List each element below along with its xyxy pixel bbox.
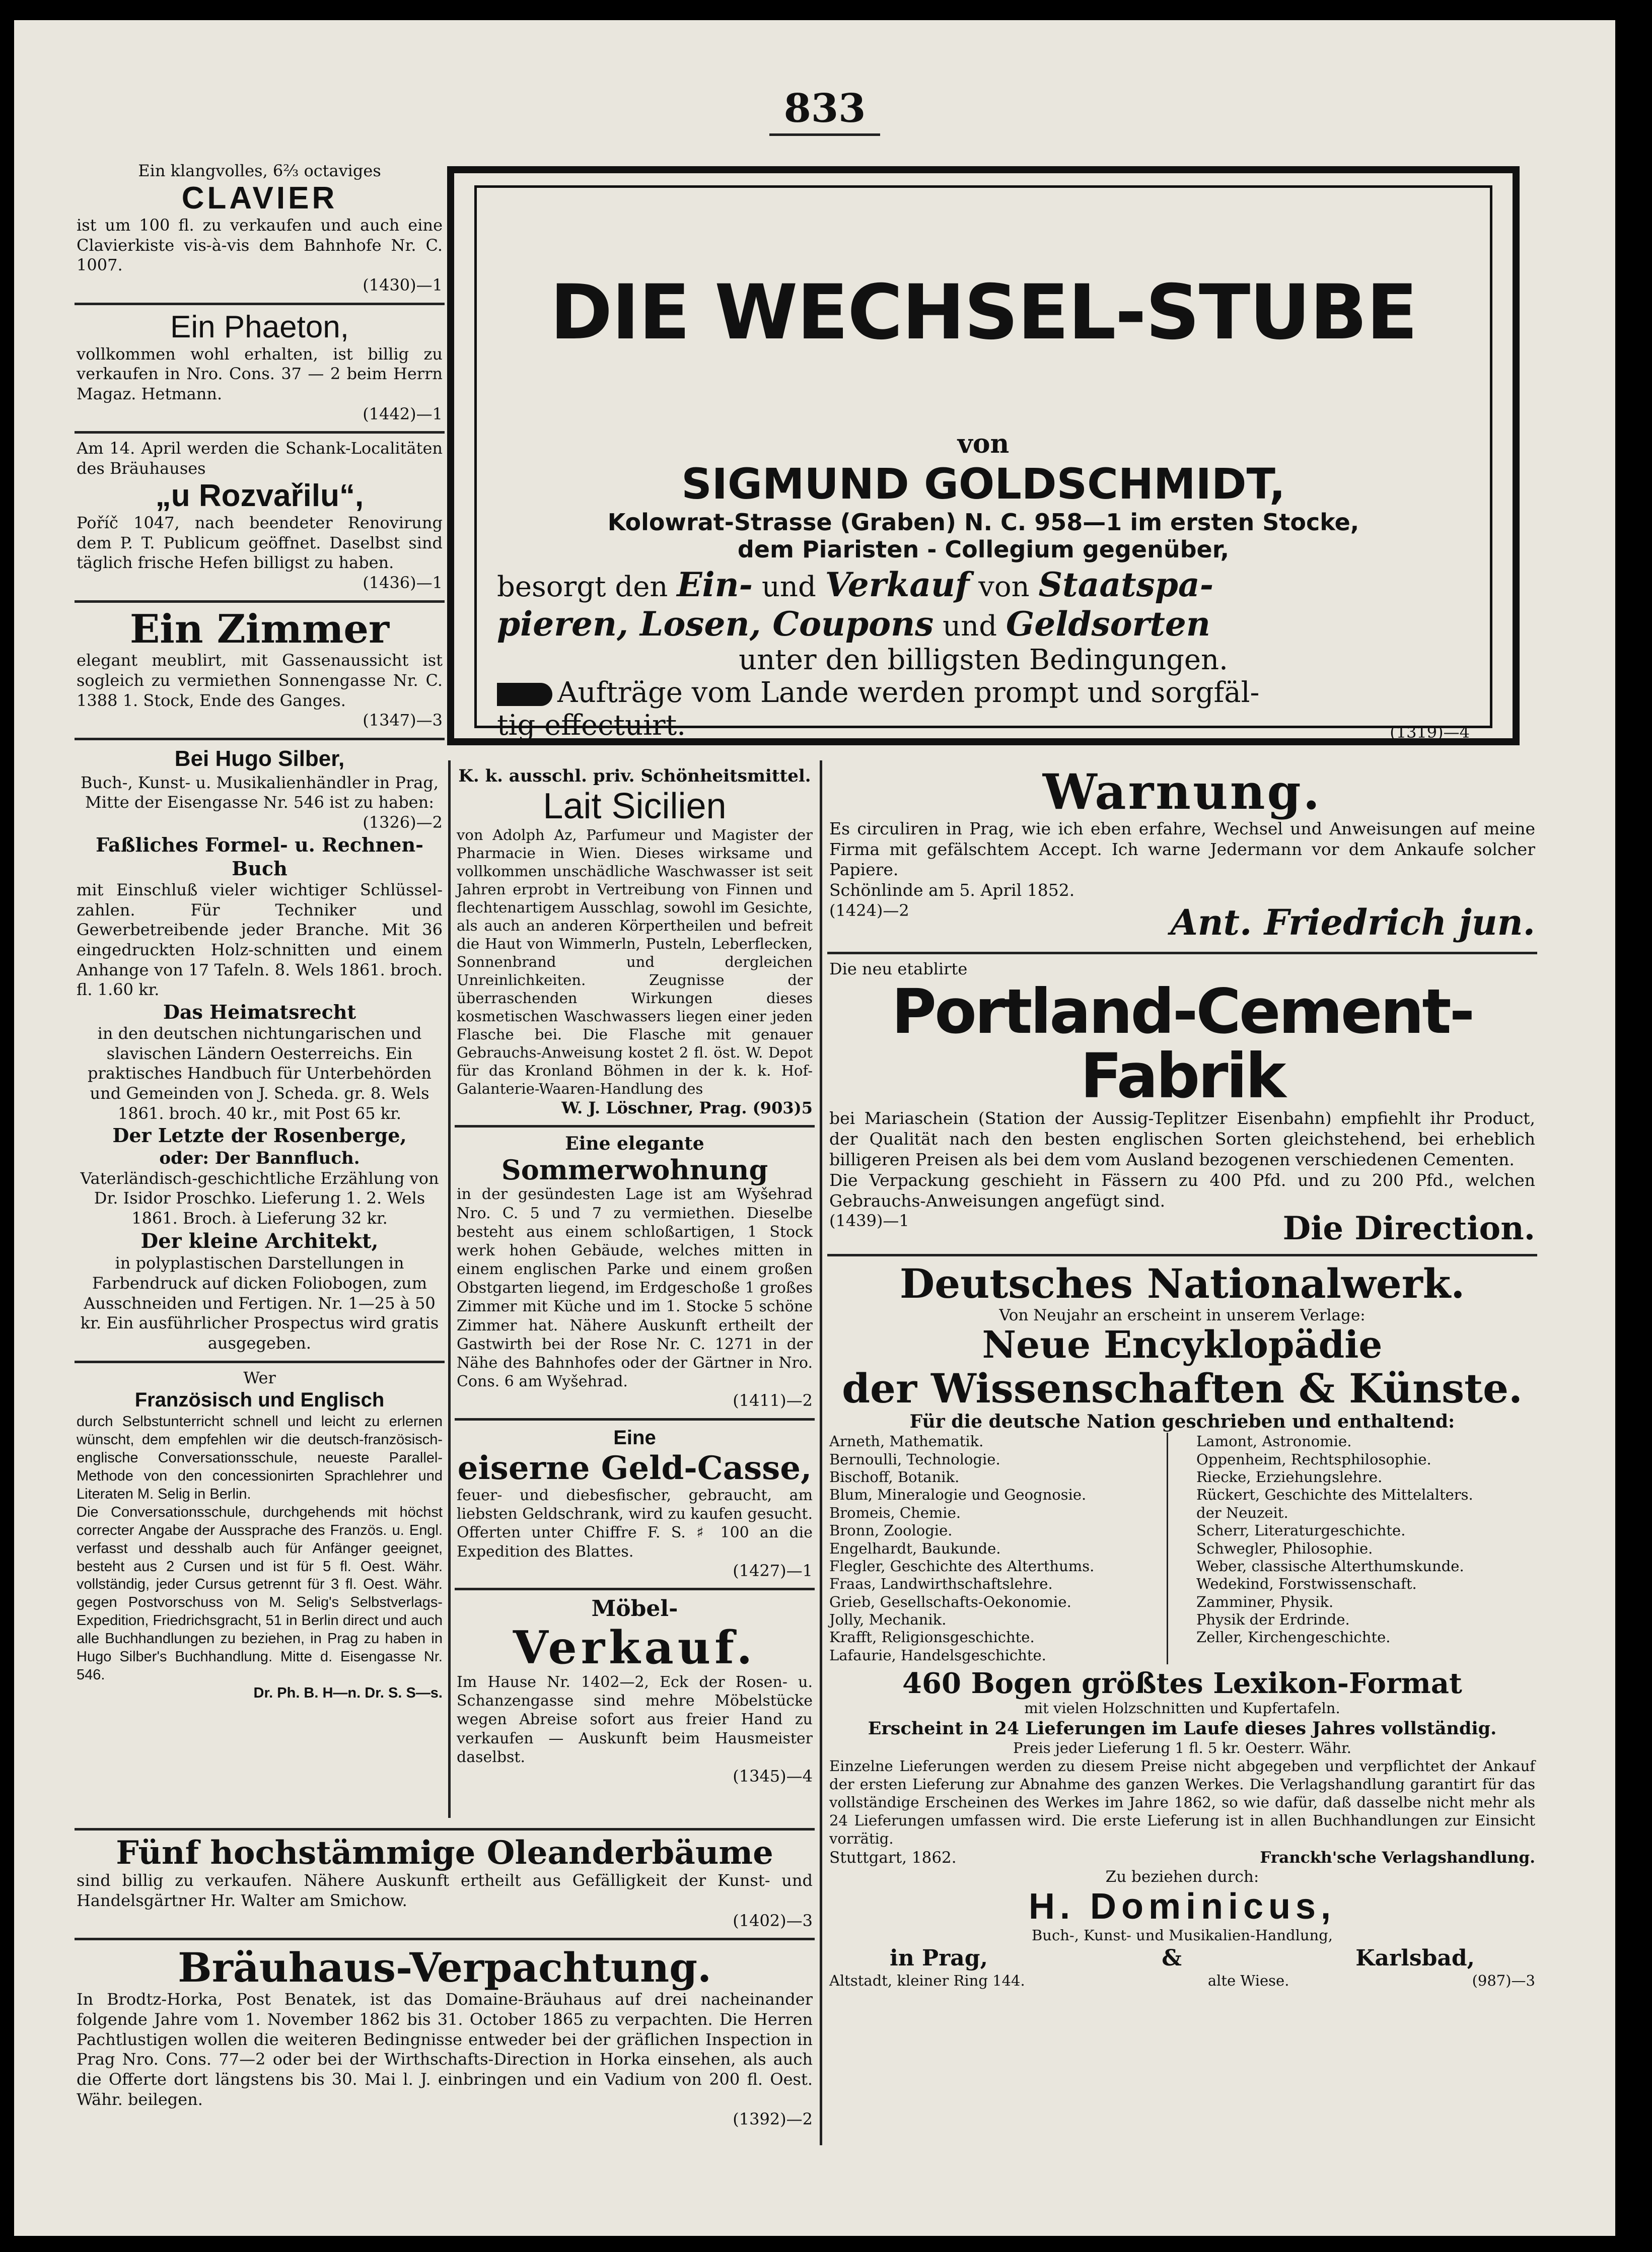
clavier-intro: Ein klangvolles, 6⅔ octaviges	[138, 161, 381, 180]
author-entry: Grieb, Gesellschafts-Oekonomie.	[829, 1593, 1071, 1610]
author-entry: Bernoulli, Technologie.	[829, 1450, 1000, 1468]
phaeton-title: Ein Phaeton,	[170, 309, 349, 344]
ad-zimmer	[75, 603, 445, 740]
national-sub: Für die deutsche Nation geschrieben und enthaltend:	[909, 1411, 1455, 1432]
wechsel-l2c: Geldsorten	[1005, 604, 1210, 644]
brauhaus-title: Bräuhaus-Verpachtung.	[178, 1944, 711, 1992]
dominicus-addr-left: Altstadt, kleiner Ring 144.	[829, 1972, 1025, 1990]
wechsel-line4	[497, 676, 1470, 709]
author-entry: Rückert, Geschichte des Mittelalters.	[1196, 1486, 1473, 1504]
rozvarilu-body: Poříč 1047, nach beendeter Renovirung dem P. T. Publicum geöffnet. Daselbst sind täglich frische Hefen billigst zu haben.	[77, 513, 443, 573]
lait-title: Lait Sicilien	[543, 786, 727, 827]
wechsel-l5: tig effectuirt.	[497, 709, 686, 742]
lait-head: K. k. ausschl. priv. Schönheitsmittel.	[458, 766, 811, 786]
author-entry: Zamminer, Physik.	[1196, 1593, 1334, 1610]
phaeton-body: vollkommen wohl erhalten, ist billig zu verkaufen in Nro. Cons. 37 — 2 beim Herrn Magaz. Hetmann.	[77, 344, 443, 404]
moebel-title1: Möbel-	[591, 1596, 678, 1622]
rozvarilu-ref: (1436)—1	[363, 573, 443, 592]
warnung-body: Es circuliren in Prag, wie ich eben erfahre, Wechsel und Anweisungen auf meine Firma mit gefälschtem Accept. Ich warne Jedermann vor dem Ankaufe solcher Papiere.	[829, 818, 1535, 880]
newspaper-page	[14, 20, 1615, 2236]
ad-wechselstube	[447, 166, 1520, 745]
franz-title: Französisch und Englisch	[134, 1389, 385, 1412]
author-entry: Oppenheim, Rechtsphilosophie.	[1196, 1450, 1431, 1468]
lait-sig: W. J. Löschner, Prag. (903)5	[561, 1098, 813, 1117]
author-entry: Bromeis, Chemie.	[829, 1504, 961, 1521]
silber-book4-title: Der kleine Architekt,	[140, 1229, 379, 1253]
column-right	[827, 760, 1537, 1997]
franz-body2: Die Conversationsschule, durchgehends mit höchst correcter Angabe der Aussprache des Französ. u. Engl. verfasst und desshalb auch für Anfänger geeignet, besteht aus 2 Cursen und ist für 5 fl. Oest. Währ. vollständig, jeder Cursus getrennt für 3 fl. Oest. Währ. gegen Postvorschuss von M. Selig's Selbstverlags-Expedition, Friedrichsgracht, 51 in Berlin direct und auch alle Buchhandlungen zu beziehen, in Prag zu haben in Hugo Silber's Buchhandlung. Mitte d. Eisengasse Nr. 546.	[77, 1504, 443, 1683]
silber-book3-body: Vaterländisch-geschichtliche Erzählung von Dr. Isidor Proschko. Lieferung 1. 2. Wels 1861. Broch. à Lieferung 32 kr.	[80, 1168, 439, 1228]
author-entry: Bischoff, Botanik.	[829, 1468, 960, 1486]
national-lieferungen: Erscheint in 24 Lieferungen im Laufe dieses Jahres vollständig.	[868, 1718, 1497, 1739]
dominicus-amp: &	[1162, 1945, 1182, 1971]
national-city: Stuttgart, 1862.	[829, 1848, 957, 1867]
author-entry: Fraas, Landwirthschaftslehre.	[829, 1575, 1053, 1593]
wechsel-l1d: Verkauf	[825, 565, 970, 604]
oleander-body: sind billig zu verkaufen. Nähere Auskunft ertheilt aus Gefälligkeit der Kunst- und Handelsgärtner Hr. Walter am Smichow.	[77, 1871, 813, 1911]
clavier-body: ist um 100 fl. zu verkaufen und auch eine Clavierkiste vis-à-vis dem Bahnhofe Nr. C. 1007.	[77, 215, 443, 275]
wechsel-name: SIGMUND GOLDSCHMIDT,	[681, 459, 1285, 509]
moebel-ref: (1345)—4	[733, 1766, 813, 1786]
national-body: Einzelne Lieferungen werden zu diesem Preise nicht abgegeben und verpflichtet der Ankauf der ersten Lieferung zur Abnahme des ganzen Werkes. Die Verlagshandlung garantirt für das vollständige Erscheinen des Werkes im Jahre 1862, so wie dafür, daß dasselbe nicht mehr als 24 Lieferungen umfassen wird. Die erste Lieferung ist in allen Buchhandlungen zur Einsicht vorrätig.	[829, 1757, 1535, 1847]
author-entry: Riecke, Erziehungslehre.	[1196, 1468, 1383, 1486]
moebel-title2: Verkauf.	[513, 1621, 757, 1675]
author-entry: der Neuzeit.	[1196, 1504, 1288, 1521]
author-entry: Blum, Mineralogie und Geognosie.	[829, 1486, 1087, 1504]
clavier-title: CLAVIER	[181, 180, 338, 216]
wechsel-von: von	[957, 428, 1010, 459]
cassa-title: eiserne Geld-Casse,	[457, 1449, 812, 1487]
column-rule-left	[448, 760, 451, 1818]
brauhaus-body: In Brodtz-Horka, Post Benatek, ist das Domaine-Bräuhaus auf drei nacheinander folgende Jahre vom 1. November 1862 bis 31. October 1865 zu verpachten. Die Herren Pachtlustigen wollen die weiteren Bedingnisse entweder bei der gräflichen Inspection in Prag Nro. Cons. 77—2 oder bei der Wirthschafts-Direction in Horka einsehen, als auch die Offerte dort längstens bis 30. Mai l. J. einbringen und ein Vadium von 200 fl. Oest. Währ. beilegen.	[77, 1990, 813, 2109]
silber-book3-sub: oder: Der Bannfluch.	[159, 1148, 360, 1168]
author-entry: Physik der Erdrinde.	[1196, 1611, 1350, 1628]
wechsel-l1f: Staatspa-	[1038, 565, 1214, 604]
wechsel-l1a: besorgt den	[497, 570, 668, 603]
wechsel-inner-frame	[474, 185, 1492, 742]
national-format: 460 Bogen größtes Lexikon-Format	[902, 1667, 1462, 1701]
silber-sub: Buch-, Kunst- u. Musikalienhändler in Prag, Mitte der Eisengasse Nr. 546 ist zu haben:	[81, 772, 439, 812]
column-rule-right	[820, 760, 822, 2145]
author-entry: Bronn, Zoologie.	[829, 1522, 953, 1539]
franz-sig: Dr. Ph. B. H—n. Dr. S. S—s.	[253, 1685, 443, 1702]
national-title: Deutsches Nationalwerk.	[899, 1259, 1465, 1307]
author-lists	[829, 1433, 1535, 1664]
warnung-title: Warnung.	[1042, 763, 1322, 820]
national-publisher: Franckh'sche Verlagshandlung.	[1260, 1848, 1535, 1867]
dominicus-prag: in Prag,	[890, 1945, 988, 1971]
wechsel-ref: (1319)—4	[1390, 722, 1470, 742]
ad-moebel	[455, 1590, 815, 1793]
author-entry: Zeller, Kirchengeschichte.	[1196, 1629, 1391, 1646]
silber-ref: (1326)—2	[363, 813, 443, 832]
ad-nationalwerk	[827, 1256, 1537, 1998]
silber-book1-title: Faßliches Formel- u. Rechnen-Buch	[96, 833, 423, 880]
sommer-body: in der gesündesten Lage ist am Wyšehrad Nro. C. 5 und 7 zu vermiethen. Dieselbe besteht aus einem schloßartigen, 1 Stock werk hohen Gebäude, welches mitten in einem englischen Parke und einem großen Obstgarten liegend, im Erdgeschoße 1 großes Zimmer mit Küche und im 1. Stocke 5 schöne Zimmer hat. Nähere Auskunft ertheilt der Gastwirth bei der Rose Nr. C. 1271 in der Nähe des Bahnhofes oder der Gärtner in Nro. Cons. 6 am Wyšehrad.	[457, 1185, 813, 1391]
brauhaus-ref: (1392)—2	[733, 2109, 813, 2129]
author-entry: Wedekind, Forstwissenschaft.	[1196, 1575, 1417, 1593]
ad-oleander	[75, 1831, 815, 1940]
portland-title: Portland-Cement-Fabrik	[891, 975, 1473, 1112]
author-entry: Engelhardt, Baukunde.	[829, 1539, 1001, 1557]
silber-title: Bei Hugo Silber,	[174, 746, 345, 771]
franz-intro: Wer	[243, 1368, 276, 1387]
warnung-ref: (1424)—2	[829, 901, 909, 921]
dominicus-name: H. Dominicus,	[1028, 1886, 1336, 1927]
national-imprint	[829, 1848, 1535, 1867]
wechsel-l2b: und	[943, 609, 997, 643]
sommer-ref: (1411)—2	[733, 1391, 813, 1411]
ad-clavier	[75, 156, 445, 305]
ad-portland	[827, 954, 1537, 1256]
national-format-sub: mit vielen Holzschnitten und Kupfertafeln.	[1024, 1699, 1340, 1717]
zimmer-title: Ein Zimmer	[129, 606, 390, 652]
column-left	[75, 156, 445, 1710]
cassa-intro: Eine	[613, 1427, 656, 1449]
dominicus-ref: (987)—3	[1472, 1972, 1535, 1990]
warnung-signature: Ant. Friedrich jun.	[1170, 901, 1535, 944]
warnung-date: Schönlinde am 5. April 1852.	[829, 880, 1075, 900]
portland-intro: Die neu etablirte	[829, 959, 968, 979]
oleander-title: Fünf hochstämmige Oleanderbäume	[116, 1834, 773, 1872]
ad-phaeton	[75, 305, 445, 434]
author-entry: Jolly, Mechanik.	[829, 1611, 947, 1628]
franz-body: durch Selbstunterricht schnell und leicht zu erlernen wünscht, dem empfehlen wir die deutsch-französisch-englische Conversationsschule, neueste Parallel-Methode von den concessionirten Sprachlehrer und Literaten M. Selig in Berlin.	[77, 1413, 443, 1502]
wechsel-line3: unter den billigsten Bedingungen.	[739, 643, 1228, 676]
wechsel-title: DIE WECHSEL-STUBE	[550, 269, 1417, 357]
page-number: 833	[769, 86, 880, 136]
author-list-left	[829, 1433, 1168, 1664]
ad-silber	[75, 740, 445, 1363]
silber-book2-title: Das Heimatsrecht	[163, 1000, 356, 1023]
wechsel-l1e: von	[978, 570, 1030, 603]
silber-book4-body: in polyplastischen Darstellungen in Farbendruck auf dicken Foliobogen, zum Ausschneiden und Fertigen. Nr. 1—25 à 50 kr. Ein ausführlicher Prospectus wird gratis ausgegeben.	[80, 1253, 439, 1353]
zimmer-body: elegant meublirt, mit Gassenaussicht ist sogleich zu vermiethen Sonnengasse Nr. C. 1388 1. Stock, Ende des Ganges.	[77, 651, 443, 710]
lait-body: von Adolph Az, Parfumeur und Magister der Pharmacie in Wien. Dieses wirksame und vollkommen unschädliche Waschwasser ist seit Jahren erprobt in Vertreibung von Finnen und flechtenartigem Ausschlag, sowohl im Gesichte, als auch an anderen Körpertheilen und befreit die Haut von Wimmerln, Pusteln, Leberflecken, Sonnenbrand und dergleichen Unreinlichkeiten. Zeugnisse der überraschenden Wirkungen dieses kosmetischen Waschwassers liegen einer jeden Flasche bei. Die Flasche mit genauer Gebrauchs-Anweisung kostet 2 fl. öst. W. Depot für das Kronland Böhmen in der k. k. Hof-Galanterie-Waaren-Handlung des	[457, 826, 813, 1097]
dominicus-cities	[829, 1945, 1535, 1973]
wechsel-address: Kolowrat-Strasse (Graben) N. C. 958—1 im ersten Stocke,	[607, 508, 1359, 536]
portland-signature: Die Direction.	[1282, 1210, 1535, 1248]
column-middle	[455, 760, 815, 1794]
author-entry: Weber, classische Alterthumskunde.	[1196, 1557, 1464, 1575]
author-entry: Lafaurie, Handelsgeschichte.	[829, 1646, 1046, 1664]
portland-footer	[829, 1211, 1535, 1246]
silber-book2-body: in den deutschen nichtungarischen und slavischen Ländern Oesterreichs. Ein praktisches Handbuch für Unterbehörden und Gemeinden von J. Scheda. gr. 8. Wels 1861. broch. 40 kr., mit Post 65 kr.	[88, 1024, 432, 1123]
ad-geld-cassa	[455, 1421, 815, 1590]
sommer-title: Sommerwohnung	[501, 1153, 768, 1186]
pointing-hand-icon	[497, 683, 552, 706]
silber-book1-body: mit Einschluß vieler wichtiger Schlüssel-zahlen. Für Techniker und Gewerbetreibende jeder Branche. Mit 36 eingedruckten Holz-schnitten und einem Anhange von 17 Tafeln. 8. Wels 1861. broch. fl. 1.60 kr.	[77, 880, 443, 1000]
wechsel-line5	[497, 709, 1470, 742]
dominicus-karlsbad: Karlsbad,	[1355, 1945, 1475, 1971]
author-entry: Lamont, Astronomie.	[1196, 1433, 1352, 1450]
ad-franzoesisch	[75, 1363, 445, 1710]
bottom-left-block	[75, 1828, 815, 2137]
wechsel-l2a: pieren, Losen, Coupons	[497, 604, 934, 644]
author-entry: Flegler, Geschichte des Alterthums.	[829, 1557, 1095, 1575]
wechsel-l4: Aufträge vom Lande werden prompt und sorgfäl-	[557, 676, 1260, 709]
oleander-ref: (1402)—3	[733, 1911, 813, 1930]
moebel-body: Im Hause Nr. 1402—2, Eck der Rosen- u. Schanzengasse sind mehre Möbelstücke wegen Abreise sofort aus freier Hand zu verkaufen — Auskunft beim Hausmeister daselbst.	[457, 1673, 813, 1766]
warnung-footer	[829, 901, 1535, 945]
wechsel-address2: dem Piaristen - Collegium gegenüber,	[737, 535, 1230, 563]
author-entry: Krafft, Religionsgeschichte.	[829, 1629, 1035, 1646]
portland-body: bei Mariaschein (Station der Aussig-Teplitzer Eisenbahn) empfiehlt ihr Product, der Qualität nach den besten englischen Sorten gleichstehend, bei erheblich billigeren Preisen als bei dem vom Ausland bezogenen verschiedenen Cementen.	[829, 1108, 1535, 1169]
wechsel-line2	[497, 604, 1470, 644]
national-price: Preis jeder Lieferung 1 fl. 5 kr. Oesterr. Währ.	[1013, 1739, 1352, 1757]
clavier-ref: (1430)—1	[363, 275, 443, 295]
dominicus-sub: Buch-, Kunst- und Musikalien-Handlung,	[1031, 1926, 1333, 1944]
national-bezug: Zu beziehen durch:	[1105, 1868, 1259, 1886]
phaeton-ref: (1442)—1	[363, 404, 443, 424]
national-title3: der Wissenschaften & Künste.	[842, 1364, 1523, 1412]
author-entry: Scherr, Literaturgeschichte.	[1196, 1522, 1406, 1539]
portland-body2: Die Verpackung geschieht in Fässern zu 400 Pfd. und zu 200 Pfd., welchen Gebrauchs-Anweisungen angefügt sind.	[829, 1170, 1535, 1211]
national-intro: Von Neujahr an erscheint in unserem Verlage:	[999, 1306, 1366, 1324]
national-title2: Neue Encyklopädie	[982, 1323, 1383, 1367]
rozvarilu-intro: Am 14. April werden die Schank-Localitäten des Bräuhauses	[77, 439, 443, 478]
cassa-ref: (1427)—1	[733, 1561, 813, 1580]
wechsel-line1	[497, 565, 1470, 604]
ad-rozvarilu	[75, 434, 445, 602]
author-list-right	[1196, 1433, 1535, 1664]
ad-sommerwohnung	[455, 1128, 815, 1421]
sommer-intro: Eine elegante	[565, 1133, 704, 1155]
wechsel-l1b: Ein-	[677, 565, 753, 604]
wechsel-l1c: und	[761, 570, 816, 603]
ad-lait-sicilien	[455, 760, 815, 1128]
ad-warnung	[827, 760, 1537, 954]
dominicus-addr-right: alte Wiese.	[1207, 1972, 1289, 1990]
silber-book3-title: Der Letzte der Rosenberge,	[112, 1124, 407, 1147]
cassa-body: feuer- und diebesfischer, gebraucht, am liebsten Geldschrank, wird zu kaufen gesucht. Offerten unter Chiffre F. S. ♯ 100 an die Expedition des Blattes.	[457, 1487, 813, 1561]
rozvarilu-title: „u Rozvařilu“,	[155, 478, 364, 513]
zimmer-ref: (1347)—3	[363, 711, 443, 730]
ad-brauhaus	[75, 1940, 815, 2137]
portland-ref: (1439)—1	[829, 1211, 909, 1231]
author-entry: Schwegler, Philosophie.	[1196, 1539, 1373, 1557]
author-entry: Arneth, Mathematik.	[829, 1433, 984, 1450]
dominicus-addresses	[829, 1972, 1535, 1990]
